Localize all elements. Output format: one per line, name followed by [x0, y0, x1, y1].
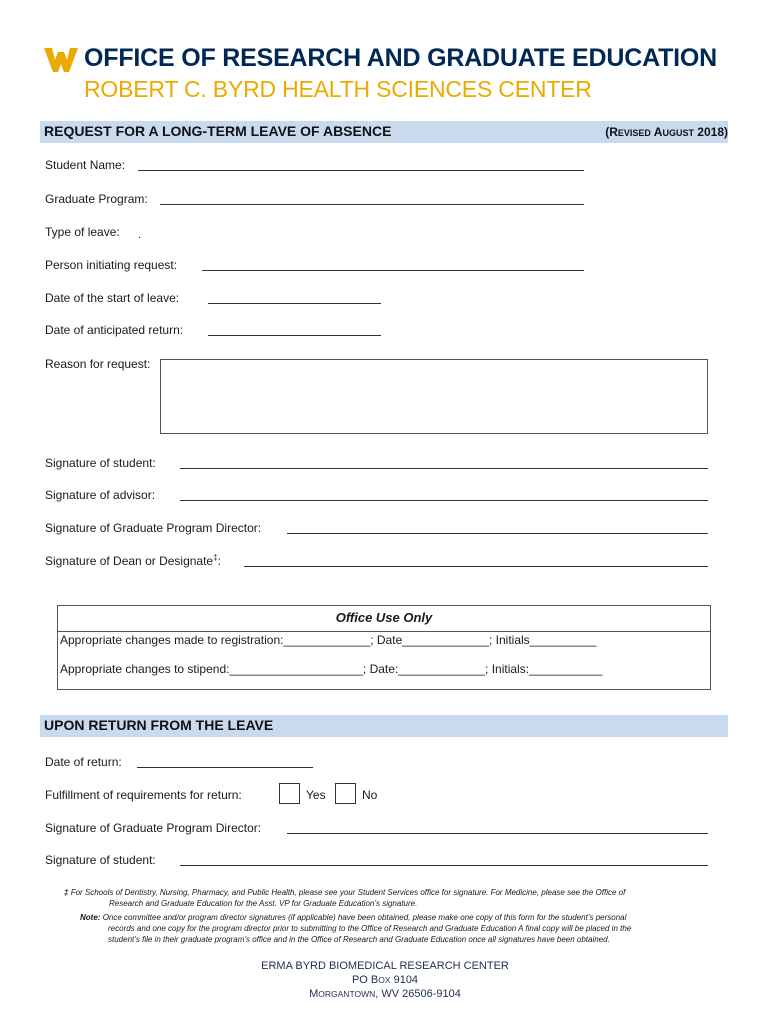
office-stipend-row[interactable]: Appropriate changes to stipend:____________________; Date:_____________; Initials:___________ [60, 662, 603, 676]
student-name-label: Student Name: [45, 158, 126, 172]
sig-director-field[interactable] [287, 533, 708, 534]
return-date-label: Date of anticipated return: [45, 323, 184, 337]
reason-textarea[interactable] [160, 359, 708, 434]
reason-label: Reason for request: [45, 357, 151, 371]
footnote-note: Note: Once committee and/or program director signatures (if applicable) have been obtained, please make one copy of this form for the student’s personal records and one copy for the program director prior to submitting to the Office of Research and Graduate Education A final copy will be placed in the student’s file in their graduate program’s office and in the Office of Research and Graduate Education once all signatures have been obtained. [80, 913, 632, 944]
person-initiating-field[interactable] [202, 270, 584, 271]
graduate-program-label: Graduate Program: [45, 192, 148, 206]
return-section-title: UPON RETURN FROM THE LEAVE [44, 717, 274, 733]
fulfillment-label: Fulfillment of requirements for return: [45, 788, 242, 802]
return-sig-student-label: Signature of student: [45, 853, 156, 867]
office-title: OFFICE OF RESEARCH AND GRADUATE EDUCATION [84, 44, 717, 72]
sig-director-label: Signature of Graduate Program Director: [45, 521, 262, 535]
sig-advisor-field[interactable] [180, 500, 708, 501]
type-of-leave-label: Type of leave: [45, 225, 120, 239]
graduate-program-field[interactable] [160, 204, 584, 205]
request-section-title: REQUEST FOR A LONG-TERM LEAVE OF ABSENCE [44, 123, 392, 139]
student-name-field[interactable] [138, 170, 584, 171]
date-of-return-label: Date of return: [45, 755, 122, 769]
no-checkbox[interactable] [335, 783, 356, 804]
address-city: MORGANTOWN, WV 26506-9104 [309, 988, 461, 1000]
yes-checkbox[interactable] [279, 783, 300, 804]
office-use-box [57, 605, 711, 690]
date-of-return-field[interactable] [137, 767, 313, 768]
return-sig-director-field[interactable] [287, 833, 708, 834]
footnote-dagger: ‡ For Schools of Dentistry, Nursing, Pharmacy, and Public Health, please see your Student Services office for signature. For Medicine, please see the Office of Research and Graduate Education for the Asst. VP for Graduate Education’s signature. [64, 888, 626, 908]
return-sig-director-label: Signature of Graduate Program Director: [45, 821, 262, 835]
sig-advisor-label: Signature of advisor: [45, 488, 156, 502]
sig-dean-label: Signature of Dean or Designate‡: [45, 553, 221, 568]
sig-dean-field[interactable] [244, 566, 708, 567]
office-registration-row[interactable]: Appropriate changes made to registration:_____________; Date_____________; Initials__________ [60, 633, 597, 647]
person-initiating-label: Person initiating request: [45, 258, 178, 272]
start-date-label: Date of the start of leave: [45, 291, 180, 305]
return-date-field[interactable] [208, 335, 381, 336]
wvu-logo-icon [44, 46, 78, 74]
sig-student-label: Signature of student: [45, 456, 156, 470]
sig-student-field[interactable] [180, 468, 708, 469]
address-po-box: PO BOX 9104 [351, 974, 419, 986]
start-date-field[interactable] [208, 303, 381, 304]
type-of-leave-field[interactable]: . [138, 229, 142, 241]
address-building: ERMA BYRD BIOMEDICAL RESEARCH CENTER [261, 960, 509, 972]
return-sig-student-field[interactable] [180, 865, 708, 866]
yes-label: Yes [306, 788, 326, 802]
center-subtitle: ROBERT C. BYRD HEALTH SCIENCES CENTER [84, 76, 592, 102]
office-use-divider [58, 631, 710, 632]
revised-date: (REVISED AUGUST 2018) [605, 125, 728, 139]
office-use-heading: Office Use Only [335, 610, 433, 625]
no-label: No [362, 788, 378, 802]
